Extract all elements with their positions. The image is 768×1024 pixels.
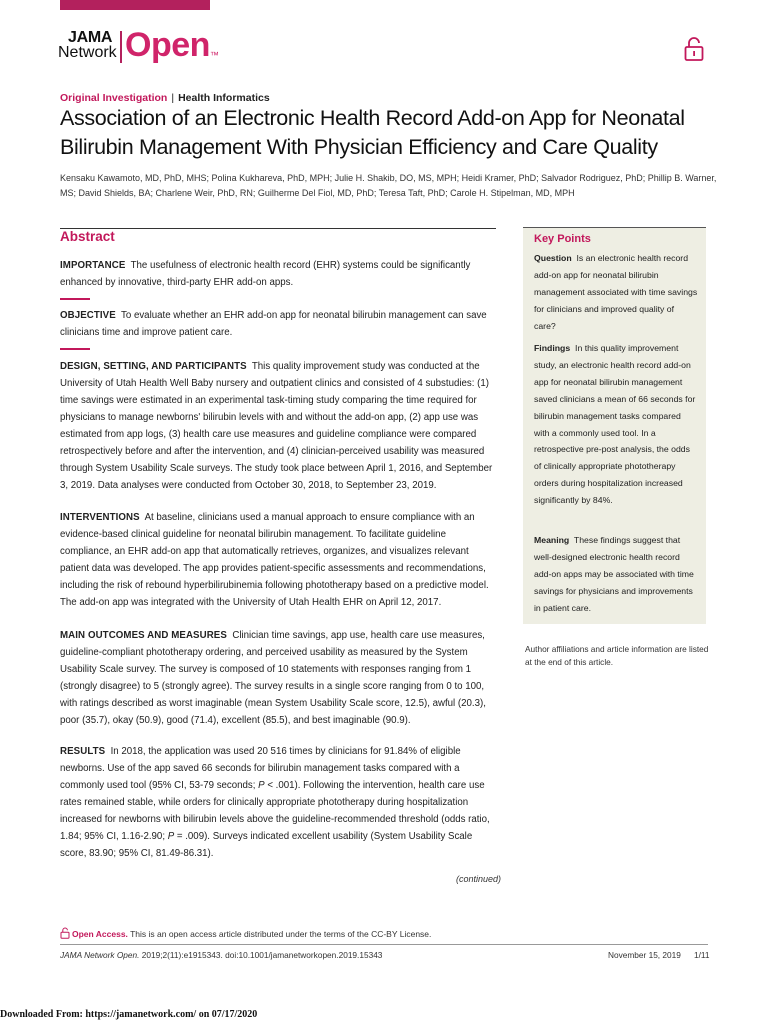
subject-label[interactable]: Health Informatics: [178, 92, 270, 104]
findings-text: In this quality improvement study, an electronic health record add-on app for neonatal bilirubin management saved clinicians a mean of 66 seconds for bilirubin management tasks compared with a commonly used tool. In a retrospective pre-post analysis, the odds of clinically appropriate phototherapy orders during hospitalization increased significantly by 84%.: [534, 343, 696, 506]
interventions-label: INTERVENTIONS: [60, 512, 140, 523]
design-label: DESIGN, SETTING, AND PARTICIPANTS: [60, 361, 247, 372]
results-text-c: = .009). Surveys indicated excellent usability (System Usability Scale score, 83.90; 95% CI, 81.49-86.31).: [60, 831, 473, 859]
abstract-design: [60, 358, 500, 494]
abstract-importance: [60, 257, 500, 291]
objective-label: OBJECTIVE: [60, 310, 116, 321]
top-accent-bar: [60, 0, 210, 10]
design-text: This quality improvement study was conducted at the University of Utah Health Well Baby nursery and outpatient clinics and consisted of 4 substudies: (1) time savings were estimated in an experimental task-timing study comparing the time required for physicians to manage newborns' bilirubin levels with and without the add-on app, (2) app use was estimated from app logs, (3) health care use measures and guideline compliance were compared retrospectively before and after the intervention, and (4) clinician-perceived usability was measured through System Usability Scale surveys. The study took place between April 1, 2016, and September 3, 2019. Data analyses were conducted from October 30, 2018, to September 23, 2019.: [60, 361, 493, 491]
open-access-text: This is an open access article distributed under the terms of the CC-BY License.: [127, 929, 432, 939]
abstract-results: [60, 743, 500, 862]
results-text-b: < .001). Following the intervention, health care use rates remained stable, while orders for clinically appropriate phototherapy during hospitalization increased for newborns with bilirubin levels above the guideline-recommended threshold (odds ratio, 1.84; 95% CI, 1.16-2.90;: [60, 780, 490, 842]
abstract-top-rule: [60, 228, 496, 229]
question-text: Is an electronic health record add-on app for neonatal bilirubin management associated with time savings for clinicians and improved quality of care?: [534, 253, 698, 331]
abstract-heading: Abstract: [60, 229, 115, 244]
interventions-text: At baseline, clinicians used a manual approach to ensure compliance with an evidence-based clinical guideline for neonatal bilirubin management. To facilitate guideline compliance, an EHR add-on app that automatically retrieves, organizes, and visualizes relevant patient data was developed. The app provides patient-specific assessments and recommendations, including the risk of rebound hyperbilirubinemia following phototherapy based on a predictive model. The add-on app was integrated with the University of Utah Health EHR on April 12, 2017.: [60, 512, 489, 608]
p-value-label: P: [167, 831, 175, 842]
abstract-objective: [60, 307, 500, 341]
footer-citation: [60, 950, 382, 960]
outcomes-label: MAIN OUTCOMES AND MEASURES: [60, 630, 227, 641]
author-list: Kensaku Kawamoto, MD, PhD, MHS; Polina Kukhareva, PhD, MPH; Julie H. Shakib, DO, MS, MPH; Heidi Kramer, PhD; Salvador Rodriguez, PhD; Phillip B. Warner, MS; David Shields, BA; Charlene Weir, PhD, RN; Guilherme Del Fiol, MD, PhD; Teresa Taft, PhD; Carole H. Stipelman, MD, MPH: [60, 173, 717, 198]
open-lock-icon: [60, 927, 70, 939]
p-value-label: P: [258, 780, 265, 791]
results-label: RESULTS: [60, 746, 106, 757]
page-number: 1/11: [694, 950, 710, 960]
affiliations-note: Author affiliations and article information are listed at the end of this article.: [525, 644, 709, 667]
key-points-box: [523, 227, 706, 624]
results-text-a: In 2018, the application was used 20 516 times by clinicians for 91.84% of eligible newborns. Use of the app saved 66 seconds for bilirubin management tasks compared with a commonly used tool (95% CI, 53-79 seconds;: [60, 746, 461, 791]
logo-divider: [120, 31, 122, 63]
findings-label: Findings: [534, 343, 571, 353]
open-lock-icon[interactable]: [683, 36, 705, 62]
key-points-findings: [534, 340, 698, 509]
footer-date: November 15, 2019: [608, 950, 681, 960]
meaning-label: Meaning: [534, 535, 570, 545]
meaning-text: These findings suggest that well-designed electronic health record add-on apps may be associated with time savings for physicians and improvements in patient care.: [534, 535, 694, 613]
footer-rule: [60, 944, 708, 945]
key-points-meaning: [534, 532, 698, 617]
section-divider: [60, 298, 90, 300]
logo-jama-text: JAMA: [68, 29, 113, 46]
abstract-interventions: [60, 509, 500, 611]
open-access-label[interactable]: Open Access.: [72, 929, 128, 939]
continued-note: (continued): [456, 874, 502, 884]
outcomes-text: Clinician time savings, app use, health care use measures, guideline-compliant phototherapy ordering, and perceived usability as measured by the System Usability Scale survey. The survey is composed of 10 statements with responses ranging from 1 (strongly disagree) to 5 (strongly agree). The survey results in a single score ranging from 0 to 100, with ratings described as worst imaginable (mean System Usability Scale score, 12.5), awful (20.3), poor (35.7), okay (50.9), good (71.4), excellent (85.5), and best imaginable (90.9).: [60, 630, 486, 726]
importance-label: IMPORTANCE: [60, 260, 126, 271]
abstract-outcomes: [60, 627, 500, 729]
question-label: Question: [534, 253, 572, 263]
article-kicker: [60, 91, 270, 105]
download-stamp: Downloaded From: https://jamanetwork.com/ on 07/17/2020: [0, 1009, 258, 1020]
citation-details[interactable]: 2019;2(11):e1915343. doi:10.1001/jamanetworkopen.2019.15343: [139, 950, 383, 960]
objective-text: To evaluate whether an EHR add-on app for neonatal bilirubin management can save clinicians time and improve patient care.: [60, 310, 487, 338]
journal-name: JAMA Network Open.: [60, 950, 140, 960]
article-title: Association of an Electronic Health Record Add-on App for Neonatal Bilirubin Management With Physician Efficiency and Care Quality: [60, 106, 685, 159]
importance-text: The usefulness of electronic health record (EHR) systems could be significantly enhanced by innovative, third-party EHR add-on apps.: [60, 260, 471, 288]
logo-open-text: Open™: [125, 26, 219, 64]
logo-network-text: Network: [58, 44, 117, 61]
key-points-question: [534, 250, 698, 335]
article-type-label[interactable]: Original Investigation: [60, 92, 168, 104]
section-divider: [60, 348, 90, 350]
open-access-line: [60, 927, 431, 940]
key-points-heading: Key Points: [534, 233, 591, 245]
kicker-separator: |: [171, 92, 175, 104]
